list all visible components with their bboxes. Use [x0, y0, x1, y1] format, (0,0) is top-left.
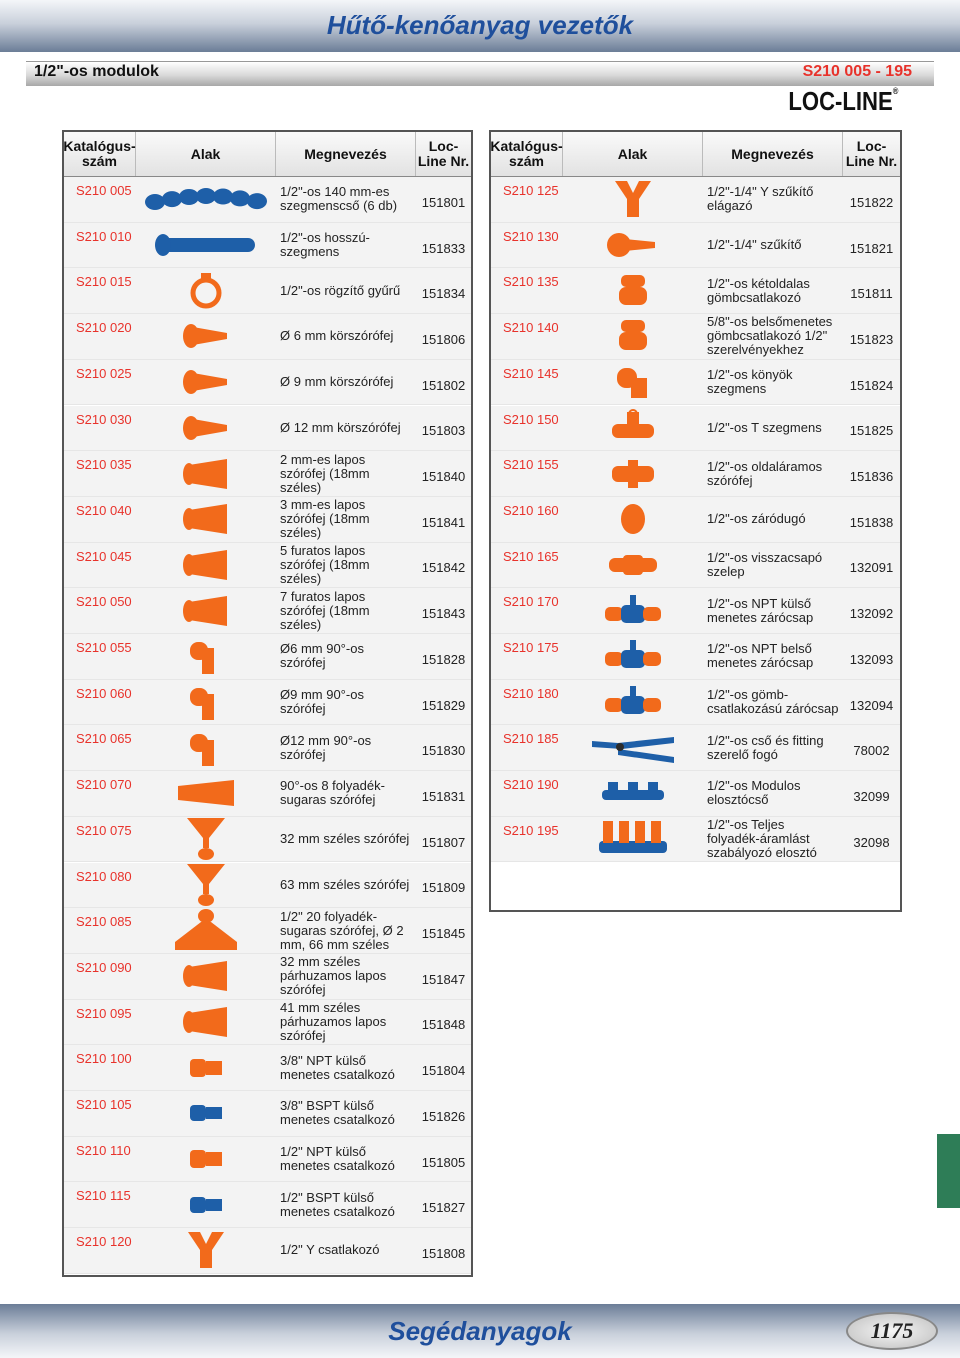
catalog-number: S210 160 [503, 502, 559, 518]
part-number: 132094 [849, 697, 894, 713]
product-name: 32 mm széles szórófej [280, 831, 410, 847]
table-row [64, 863, 471, 909]
part-number: 151827 [421, 1200, 466, 1216]
wedge-nozzle-icon [136, 771, 276, 816]
table-row [64, 680, 471, 726]
round-nozzle-icon [136, 406, 276, 451]
table-row [64, 1045, 471, 1091]
product-name: 1/2" BSPT külső menetes csatalkozó [280, 1189, 395, 1219]
table-row [64, 451, 471, 497]
right-product-table [489, 130, 902, 912]
part-number: 151834 [421, 286, 466, 302]
product-name: 1/2"-os kétoldalas gömbcsatlakozó [707, 275, 810, 305]
part-number: 151824 [849, 377, 894, 393]
part-number: 151828 [421, 651, 466, 667]
table-row [64, 177, 471, 223]
part-number: 32099 [853, 788, 890, 804]
table-row [491, 725, 900, 771]
table-row [64, 1091, 471, 1137]
elbow-nozzle-icon [136, 725, 276, 770]
product-name: 1/2"-os hosszú-szegmens [280, 230, 370, 260]
table-row [64, 314, 471, 360]
product-name: 1/2"-os NPT belső menetes zárócsap [707, 641, 814, 671]
table-row [64, 543, 471, 589]
table-row [491, 817, 900, 863]
elbow-nozzle-icon [136, 680, 276, 725]
catalog-number: S210 135 [503, 274, 559, 290]
catalog-number: S210 005 [76, 183, 132, 198]
table-row [491, 177, 900, 223]
y-connector-icon [136, 1228, 276, 1273]
right-table-header [491, 132, 900, 177]
pliers-icon [563, 725, 703, 770]
part-number: 151826 [421, 1108, 466, 1124]
catalog-number: S210 040 [76, 502, 132, 518]
left-table-header [64, 132, 471, 177]
product-name: 5 furatos lapos szórófej (18mm széles) [280, 542, 370, 586]
table-row [64, 771, 471, 817]
table-row [64, 223, 471, 269]
section-title: 1/2"-os modulok [34, 63, 159, 80]
product-name: 1/2"-os cső és fitting szerelő fogó [707, 732, 824, 762]
table-row [64, 1182, 471, 1228]
product-name: 1/2"-os záródugó [707, 511, 806, 527]
fan-nozzle-icon [136, 817, 276, 862]
part-number: 151840 [421, 469, 466, 485]
catalog-number: S210 075 [76, 822, 132, 838]
part-number: 151805 [421, 1154, 466, 1170]
product-name: 3 mm-es lapos szórófej (18mm széles) [280, 497, 370, 541]
catalog-number: S210 025 [76, 365, 132, 381]
part-number: 151801 [421, 194, 466, 210]
catalog-number: S210 065 [76, 731, 132, 747]
table-row [64, 1000, 471, 1046]
part-number: 151843 [421, 606, 466, 622]
product-name: Ø6 mm 90°-os szórófej [280, 641, 364, 671]
footer-title: Segédanyagok [388, 1316, 572, 1346]
product-name: 41 mm széles párhuzamos lapos szórófej [280, 999, 387, 1043]
product-name: Ø 12 mm körszórófej [280, 419, 401, 435]
table-row [64, 268, 471, 314]
blue-connector-icon [136, 1182, 276, 1227]
table-row [491, 223, 900, 269]
table-row [64, 725, 471, 771]
part-number: 151808 [421, 1245, 466, 1261]
orange-connector-icon [136, 1137, 276, 1182]
col-name-header: Megnevezés [703, 132, 843, 176]
table-row [491, 314, 900, 360]
part-number: 132092 [849, 606, 894, 622]
catalog-number: S210 010 [76, 228, 132, 244]
catalog-number: S210 070 [76, 777, 132, 793]
plug-icon [563, 497, 703, 542]
table-row [64, 588, 471, 634]
catalog-number: S210 125 [503, 183, 559, 198]
col-shape-header: Alak [136, 132, 276, 176]
brand-logo: LOC-LINE® [788, 86, 898, 116]
col-part-header: Loc-Line Nr. [845, 138, 898, 169]
table-row [491, 406, 900, 452]
elbow-nozzle-icon [136, 634, 276, 679]
flat-nozzle-icon [136, 497, 276, 542]
manifold-icon [563, 771, 703, 816]
col-code-header: Katalógus-szám [64, 132, 136, 176]
page-title: Hűtő-kenőanyag vezetők [326, 10, 634, 40]
catalog-number: S210 045 [76, 548, 132, 564]
ring-icon [136, 268, 276, 313]
section-color-tab [937, 1134, 960, 1208]
product-name: 1/2"-os visszacsapó szelep [707, 549, 823, 579]
product-name: 1/2"-os rögzítő gyűrű [280, 282, 401, 298]
table-row [64, 634, 471, 680]
product-name: 1/2"-os Teljes folyadék-áramlást szabályozó elosztó [707, 817, 817, 861]
product-name: Ø 9 mm körszórófej [280, 374, 394, 390]
table-row [64, 908, 471, 954]
ball-connector-icon [563, 268, 703, 313]
y-connector-icon [563, 177, 703, 222]
product-name: Ø9 mm 90°-os szórófej [280, 687, 364, 717]
catalog-number: S210 155 [503, 457, 559, 473]
product-name: 2 mm-es lapos szórófej (18mm széles) [280, 451, 370, 495]
part-number: 151842 [421, 560, 466, 576]
part-number: 151803 [421, 423, 466, 439]
valve-icon [563, 634, 703, 679]
product-name: 1/2"-1/4" szűkítő [707, 237, 802, 253]
table-row [64, 1137, 471, 1183]
t-segment-icon [563, 406, 703, 451]
part-number: 151823 [849, 331, 894, 347]
segment-hose-icon [136, 177, 276, 222]
part-number: 151804 [421, 1063, 466, 1079]
product-name: 1/2"-os 140 mm-es szegmenscső (6 db) [280, 184, 398, 214]
part-number: 151806 [421, 331, 466, 347]
part-number: 151841 [421, 514, 466, 530]
table-row [491, 634, 900, 680]
product-name: 1/2" NPT külső menetes csatalkozó [280, 1144, 395, 1174]
catalog-number: S210 100 [76, 1051, 132, 1067]
catalog-number: S210 085 [76, 914, 132, 930]
page-number-badge: 1175 [846, 1312, 938, 1350]
table-row [491, 543, 900, 589]
table-row [64, 406, 471, 452]
catalog-number: S210 015 [76, 274, 132, 290]
table-row [491, 680, 900, 726]
product-name: 1/2"-os Modulos elosztócső [707, 778, 801, 808]
table-row [64, 954, 471, 1000]
product-name: 1/2"-1/4" Y szűkítő elágazó [707, 184, 814, 214]
product-name: 7 furatos lapos szórófej (18mm széles) [280, 588, 370, 632]
round-nozzle-icon [136, 314, 276, 359]
left-product-table [62, 130, 473, 1277]
part-number: 151847 [421, 971, 466, 987]
part-number: 132093 [849, 651, 894, 667]
reducer-icon [563, 223, 703, 268]
catalog-number: S210 150 [503, 411, 559, 427]
catalog-number: S210 050 [76, 594, 132, 610]
part-number: 151831 [421, 788, 466, 804]
check-valve-icon [563, 543, 703, 588]
part-number: 151809 [421, 880, 466, 896]
table-row [64, 360, 471, 406]
catalog-number: S210 080 [76, 868, 132, 884]
flat-nozzle-icon [136, 451, 276, 496]
part-number: 132091 [849, 560, 894, 576]
part-number: 151845 [421, 926, 466, 942]
section-range: S210 005 - 195 [802, 63, 912, 80]
product-name: 32 mm széles párhuzamos lapos szórófej [280, 954, 387, 998]
catalog-number: S210 035 [76, 457, 132, 473]
table-row [64, 1228, 471, 1274]
product-name: 1/2" 20 folyadék-sugaras szórófej, Ø 2 mm, 66 mm széles [280, 908, 404, 952]
long-segment-icon [136, 223, 276, 268]
catalog-number: S210 175 [503, 640, 559, 655]
product-name: 3/8" BSPT külső menetes csatalkozó [280, 1098, 395, 1128]
valve-icon [563, 680, 703, 725]
catalog-number: S210 030 [76, 411, 132, 427]
flat-nozzle-icon [136, 1000, 276, 1045]
table-row [491, 771, 900, 817]
part-number: 151807 [421, 834, 466, 850]
table-row [491, 588, 900, 634]
product-name: 1/2"-os T szegmens [707, 419, 822, 435]
part-number: 151802 [421, 377, 466, 393]
table-row [491, 497, 900, 543]
orange-connector-icon [136, 1045, 276, 1090]
catalog-number: S210 140 [503, 320, 559, 336]
product-name: Ø12 mm 90°-os szórófej [280, 732, 372, 762]
fan-nozzle-icon [136, 863, 276, 908]
catalog-number: S210 170 [503, 594, 559, 610]
catalog-number: S210 180 [503, 685, 559, 701]
col-name-header: Megnevezés [276, 132, 416, 176]
product-name: 1/2"-os NPT külső menetes zárócsap [707, 595, 814, 625]
elbow-segment-icon [563, 360, 703, 405]
part-number: 151833 [421, 240, 466, 256]
catalog-number: S210 055 [76, 640, 132, 655]
catalog-number: S210 095 [76, 1005, 132, 1021]
col-part-header: Loc-Line Nr. [417, 138, 470, 169]
catalog-number: S210 105 [76, 1097, 132, 1112]
part-number: 151822 [849, 194, 894, 210]
product-name: 90°-os 8 folyadék-sugaras szórófej [280, 778, 385, 808]
catalog-number: S210 190 [503, 777, 559, 793]
catalog-number: S210 120 [76, 1234, 132, 1250]
valve-icon [563, 588, 703, 633]
part-number: 151829 [421, 697, 466, 713]
product-name: 63 mm széles szórófej [280, 876, 410, 892]
product-name: 1/2"-os oldaláramos szórófej [707, 458, 823, 488]
col-code-header: Katalógus-szám [491, 132, 563, 176]
catalog-number: S210 165 [503, 548, 559, 564]
round-nozzle-icon [136, 360, 276, 405]
part-number: 151830 [421, 743, 466, 759]
table-row [64, 817, 471, 863]
catalog-number: S210 130 [503, 228, 559, 244]
flat-nozzle-icon [136, 543, 276, 588]
catalog-number: S210 060 [76, 685, 132, 701]
part-number: 151848 [421, 1017, 466, 1033]
product-name: 1/2" Y csatlakozó [280, 1242, 380, 1258]
part-number: 151821 [849, 240, 894, 256]
catalog-number: S210 110 [76, 1142, 131, 1158]
part-number: 151811 [850, 286, 893, 302]
product-name: 1/2"-os gömb-csatlakozású zárócsap [707, 687, 839, 717]
product-name: 3/8" NPT külső menetes csatalkozó [280, 1052, 395, 1082]
part-number: 32098 [853, 834, 890, 850]
product-name: Ø 6 mm körszórófej [280, 328, 394, 344]
table-row [491, 451, 900, 497]
part-number: 151825 [849, 423, 894, 439]
wide-nozzle-icon [136, 908, 276, 953]
catalog-number: S210 185 [503, 731, 559, 747]
col-shape-header: Alak [563, 132, 703, 176]
catalog-number: S210 195 [503, 822, 559, 838]
blue-connector-icon [136, 1091, 276, 1136]
part-number: 151838 [849, 514, 894, 530]
manifold-valves-icon [563, 817, 703, 862]
catalog-number: S210 020 [76, 320, 132, 336]
side-nozzle-icon [563, 451, 703, 496]
ball-connector-icon [563, 314, 703, 359]
table-row [491, 360, 900, 406]
catalog-number: S210 090 [76, 959, 132, 975]
product-name: 1/2"-os könyök szegmens [707, 367, 793, 397]
part-number: 78002 [853, 743, 890, 759]
table-row [491, 268, 900, 314]
catalog-number: S210 115 [76, 1188, 131, 1204]
flat-nozzle-icon [136, 588, 276, 633]
catalog-number: S210 145 [503, 365, 559, 381]
product-name: 5/8"-os belsőmenetes gömbcsatlakozó 1/2" szerelvényekhez [707, 314, 833, 358]
part-number: 151836 [849, 469, 894, 485]
section-bar [26, 61, 934, 86]
flat-nozzle-icon [136, 954, 276, 999]
table-row [64, 497, 471, 543]
